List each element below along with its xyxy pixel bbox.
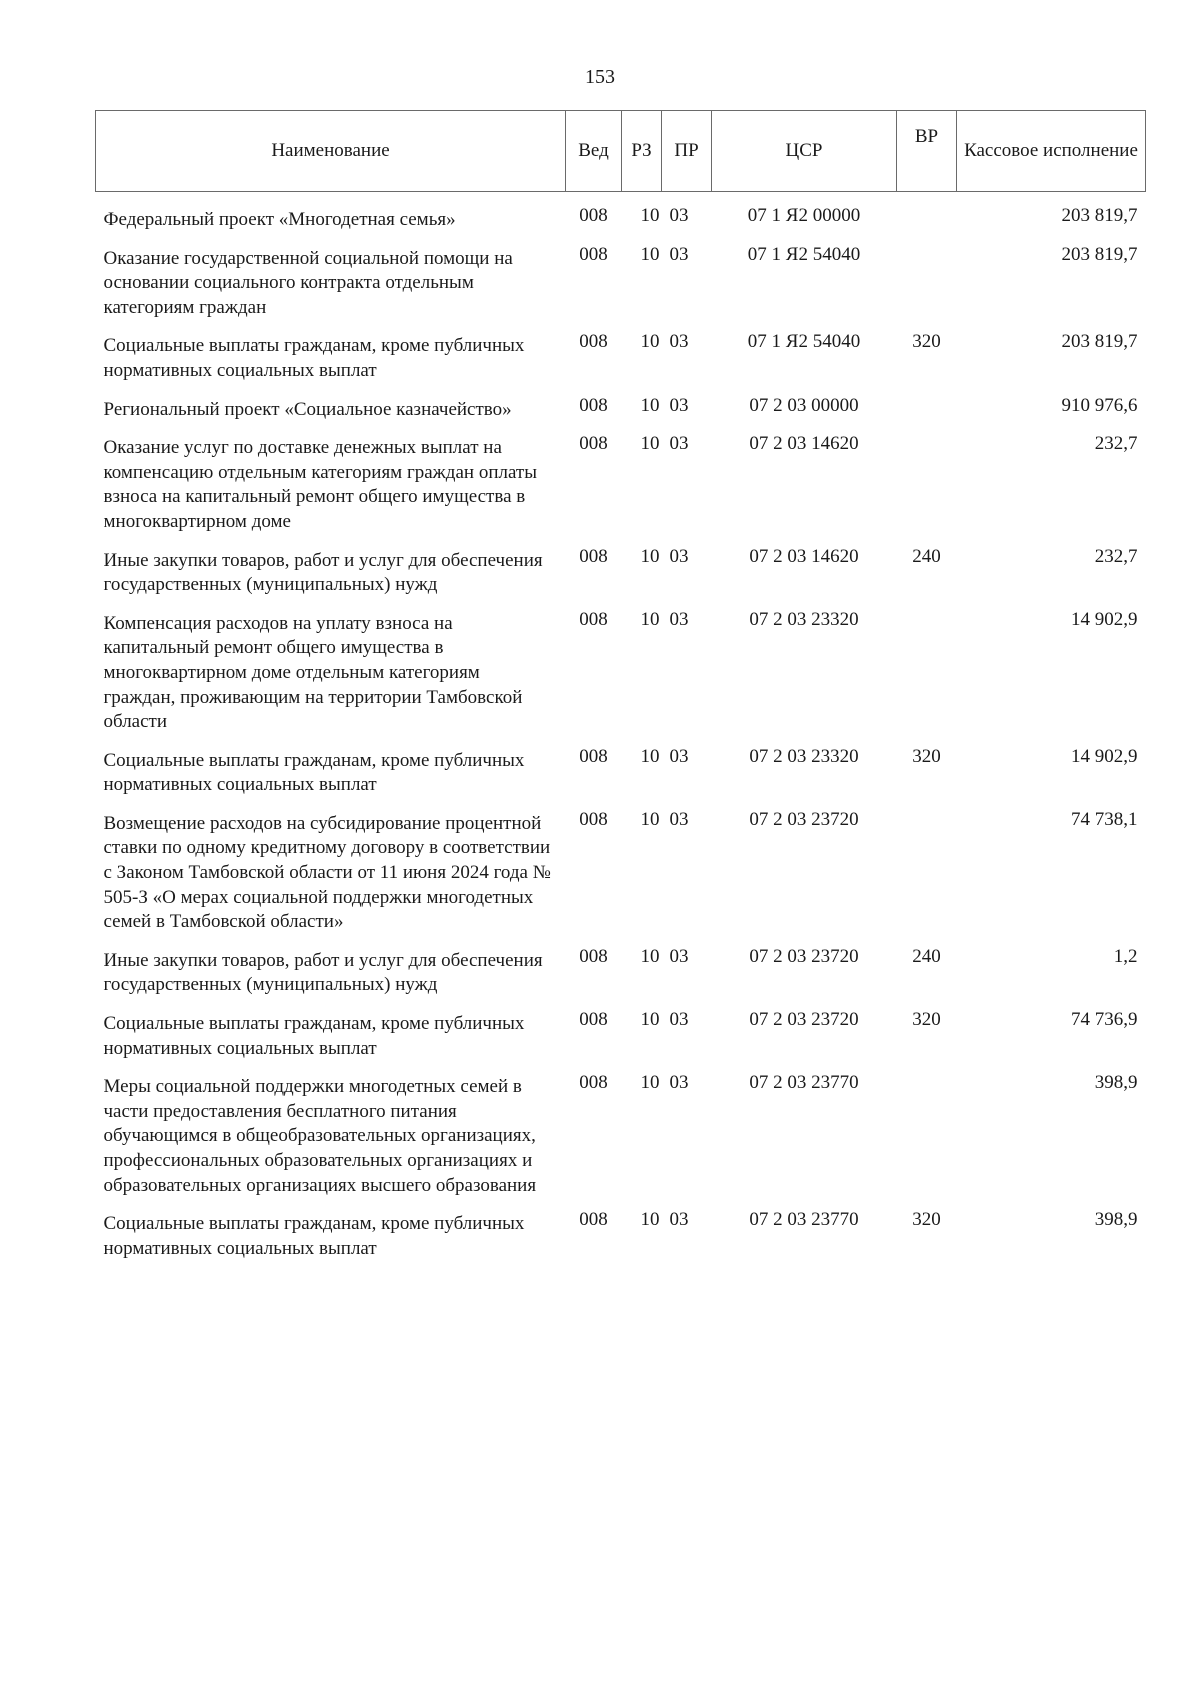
header-csr: ЦСР: [712, 111, 897, 192]
row-rz: 10: [640, 1009, 660, 1031]
row-name: Оказание услуг по доставке денежных выплат на компенсацию отдельным категориям граждан оплаты взноса на капитальный ремонт общего имущества в многоквартирном доме: [103, 437, 537, 532]
row-sum: 14 902,9: [1071, 745, 1138, 767]
row-ved: 008: [579, 808, 608, 830]
row-pr: 03: [669, 1209, 689, 1231]
table-row: [96, 326, 1146, 389]
row-rz: 10: [640, 394, 660, 416]
table-row: [96, 541, 1146, 604]
table-row: [96, 804, 1146, 941]
row-name: Социальные выплаты гражданам, кроме публичных нормативных социальных выплат: [103, 1013, 525, 1059]
table-body: [96, 192, 1146, 1268]
row-sum: 910 976,6: [1061, 394, 1138, 416]
row-name: Оказание государственной социальной помощи на основании социального контракта отдельным категориям граждан: [103, 247, 513, 318]
row-ved: 008: [579, 331, 608, 353]
header-pr: ПР: [662, 111, 712, 192]
row-name: Региональный проект «Социальное казначейство»: [103, 398, 512, 420]
row-rz: 10: [640, 205, 660, 226]
row-rz: 10: [640, 945, 660, 967]
table-row: [96, 741, 1146, 804]
row-pr: 03: [669, 433, 689, 455]
table-row: [96, 941, 1146, 1004]
row-sum: 1,2: [1113, 945, 1138, 967]
row-vr: 320: [912, 331, 941, 353]
row-name: Компенсация расходов на уплату взноса на капитальный ремонт общего имущества в многоквартирном доме отдельным категориям граждан, проживающим на территории Тамбовской области: [103, 612, 523, 733]
table-row: [96, 390, 1146, 429]
row-name: Возмещение расходов на субсидирование процентной ставки по одному кредитному договору в соответствии с Законом Тамбовской области от 11 июня 2024 года № 505-З «О мерах социальной поддержки многодетных семей в Тамбовской области»: [103, 812, 551, 933]
row-vr: 320: [912, 1209, 941, 1231]
header-vr: ВР: [897, 111, 957, 192]
row-name: Иные закупки товаров, работ и услуг для обеспечения государственных (муниципальных) нужд: [103, 549, 543, 596]
row-pr: 03: [669, 331, 689, 353]
row-name: Социальные выплаты гражданам, кроме публичных нормативных социальных выплат: [103, 1213, 525, 1259]
budget-execution-table: [95, 110, 1146, 1267]
row-sum: 203 819,7: [1061, 205, 1138, 226]
row-rz: 10: [640, 545, 660, 567]
budget-table-container: [95, 110, 1145, 1267]
row-name: Социальные выплаты гражданам, кроме публичных нормативных социальных выплат: [103, 749, 525, 796]
row-ved: 008: [579, 608, 608, 630]
row-vr: [897, 428, 957, 540]
table-row: [96, 192, 1146, 239]
row-ved: 008: [579, 1072, 608, 1094]
table-row: [96, 239, 1146, 327]
row-ved: 008: [579, 1009, 608, 1031]
header-ved: Вед: [566, 111, 622, 192]
row-csr: 07 2 03 23770: [749, 1209, 859, 1231]
row-name: Иные закупки товаров, работ и услуг для обеспечения государственных (муниципальных) нужд: [103, 949, 543, 996]
row-pr: 03: [669, 1072, 689, 1094]
row-ved: 008: [579, 394, 608, 416]
row-ved: 008: [579, 945, 608, 967]
row-sum: 203 819,7: [1061, 243, 1138, 265]
table-row: [96, 1067, 1146, 1204]
row-rz: 10: [640, 243, 660, 265]
row-csr: 07 2 03 14620: [749, 545, 859, 567]
row-csr: 07 2 03 23720: [749, 945, 859, 967]
row-sum: 74 736,9: [1071, 1009, 1138, 1031]
row-vr: [897, 192, 957, 239]
table-row: [96, 604, 1146, 741]
row-rz: 10: [640, 1072, 660, 1094]
header-rz: РЗ: [622, 111, 662, 192]
page-number: 153: [585, 66, 615, 88]
row-vr: [897, 604, 957, 741]
row-csr: 07 2 03 14620: [749, 433, 859, 455]
row-csr: 07 2 03 00000: [749, 394, 859, 416]
table-header-row: [96, 111, 1146, 192]
row-ved: 008: [579, 205, 608, 226]
row-ved: 008: [579, 745, 608, 767]
row-pr: 03: [669, 394, 689, 416]
row-vr: 240: [912, 545, 941, 567]
row-vr: [897, 390, 957, 429]
row-sum: 203 819,7: [1061, 331, 1138, 353]
row-vr: 240: [912, 945, 941, 967]
header-name: Наименование: [96, 111, 566, 192]
row-rz: 10: [640, 433, 660, 455]
row-csr: 07 2 03 23320: [749, 745, 859, 767]
row-vr: [897, 804, 957, 941]
row-csr: 07 2 03 23720: [749, 808, 859, 830]
row-pr: 03: [669, 545, 689, 567]
row-pr: 03: [669, 1009, 689, 1031]
row-rz: 10: [640, 745, 660, 767]
row-ved: 008: [579, 1209, 608, 1231]
row-name: Федеральный проект «Многодетная семья»: [103, 209, 456, 230]
row-pr: 03: [669, 205, 689, 226]
row-ved: 008: [579, 433, 608, 455]
row-csr: 07 1 Я2 54040: [747, 243, 861, 265]
row-name: Социальные выплаты гражданам, кроме публичных нормативных социальных выплат: [103, 335, 525, 381]
header-sum: Кассовое исполнение: [957, 111, 1146, 192]
row-pr: 03: [669, 808, 689, 830]
row-sum: 14 902,9: [1071, 608, 1138, 630]
row-ved: 008: [579, 243, 608, 265]
row-vr: [897, 239, 957, 327]
row-name: Меры социальной поддержки многодетных семей в части предоставления бесплатного питания обучающимся в общеобразовательных организациях, профессиональных образовательных организациях и образовательных организациях высшего образования: [103, 1076, 537, 1196]
table-row: [96, 428, 1146, 540]
row-ved: 008: [579, 545, 608, 567]
row-vr: 320: [912, 1009, 941, 1031]
row-csr: 07 1 Я2 00000: [747, 205, 861, 226]
row-sum: 398,9: [1094, 1072, 1138, 1094]
row-rz: 10: [640, 608, 660, 630]
row-sum: 232,7: [1094, 545, 1138, 567]
row-sum: 398,9: [1094, 1209, 1138, 1231]
row-pr: 03: [669, 243, 689, 265]
row-csr: 07 2 03 23320: [749, 608, 859, 630]
row-sum: 74 738,1: [1071, 808, 1138, 830]
row-rz: 10: [640, 808, 660, 830]
row-pr: 03: [669, 608, 689, 630]
row-sum: 232,7: [1094, 433, 1138, 455]
row-pr: 03: [669, 945, 689, 967]
row-csr: 07 1 Я2 54040: [747, 331, 861, 353]
row-csr: 07 2 03 23720: [749, 1009, 859, 1031]
row-rz: 10: [640, 331, 660, 353]
row-pr: 03: [669, 745, 689, 767]
table-row: [96, 1204, 1146, 1267]
row-rz: 10: [640, 1209, 660, 1231]
row-csr: 07 2 03 23770: [749, 1072, 859, 1094]
table-row: [96, 1004, 1146, 1067]
row-vr: 320: [912, 745, 941, 767]
row-vr: [897, 1067, 957, 1204]
